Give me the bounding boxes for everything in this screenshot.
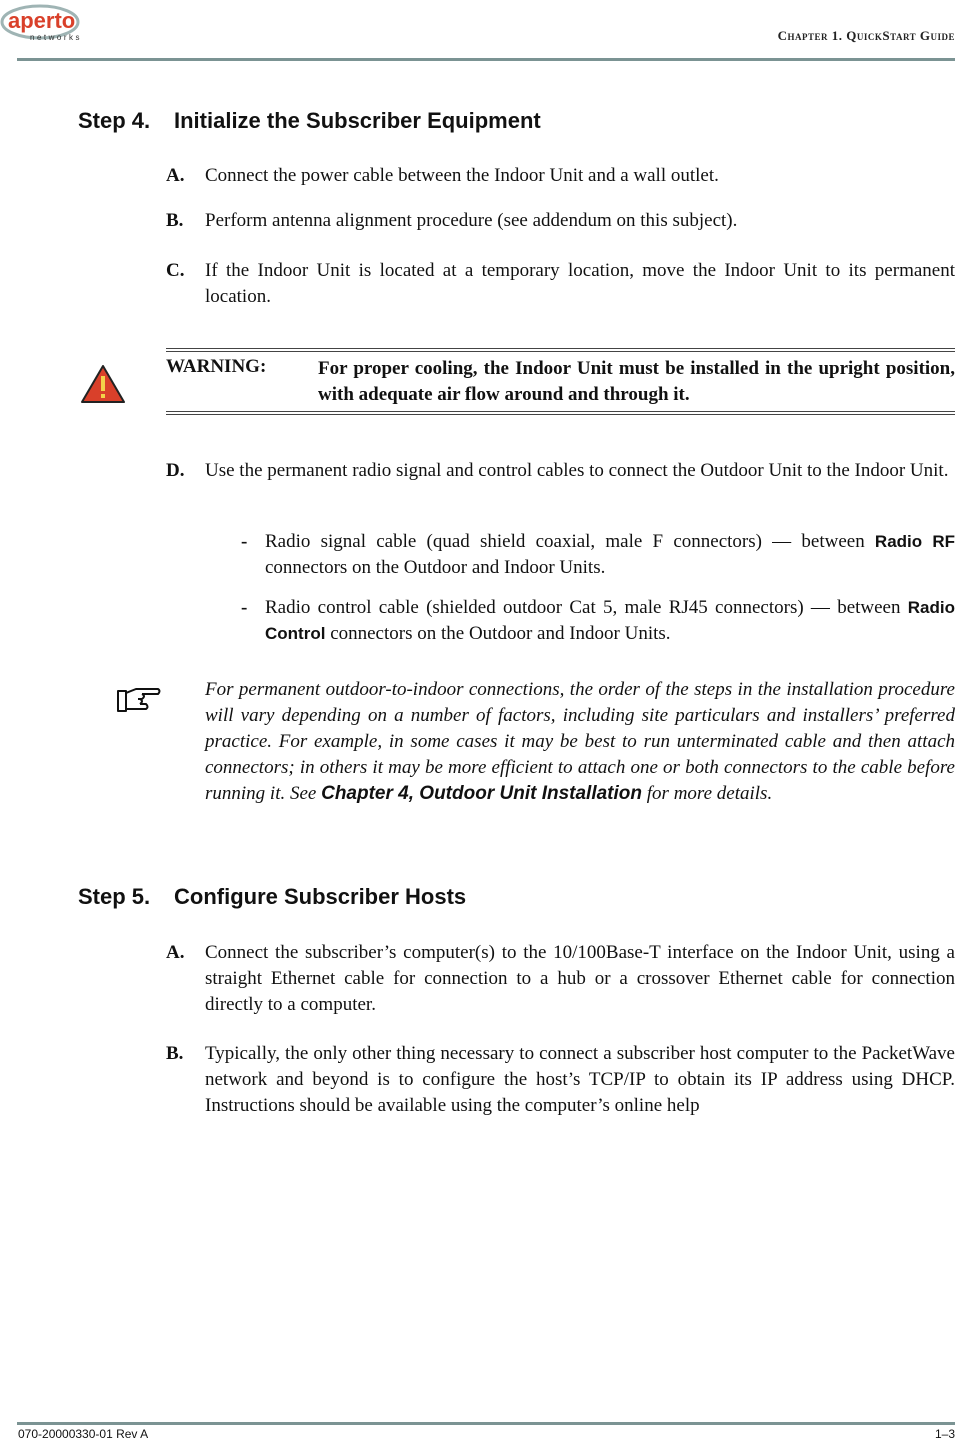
- subitem-dash: -: [241, 531, 248, 552]
- connector-term: Radio Control: [265, 598, 955, 643]
- item-letter: A.: [166, 165, 185, 186]
- subitem-dash: -: [241, 597, 248, 618]
- logo-wordmark: aperto: [8, 8, 76, 33]
- step4-heading: [78, 108, 541, 134]
- item-text: Connect the subscriber’s computer(s) to the 10/100Base-T interface on the Indoor Unit, using a straight Ethernet cable for connection to a hub or a crossover Ethernet cable for connection directly to a computer.: [205, 942, 955, 1015]
- step4-item-a: [166, 163, 955, 189]
- chapter-reference-link[interactable]: Chapter 4, Outdoor Unit Installation: [321, 783, 643, 804]
- item-text: Typically, the only other thing necessary to connect a subscriber host computer to the PacketWave network and beyond is to configure the host’s TCP/IP to obtain its IP address using DHCP. Instructions should be available using the computer’s online help: [205, 1043, 955, 1116]
- warning-label: WARNING:: [166, 356, 267, 377]
- item-text: Perform antenna alignment procedure (see addendum on this subject).: [205, 210, 738, 231]
- chapter-header: Chapter 1. QuickStart Guide: [777, 28, 955, 43]
- step5-number: Step 5.: [78, 884, 151, 909]
- step4-title: Initialize the Subscriber Equipment: [174, 108, 541, 133]
- logo-subtext: networks: [30, 33, 83, 42]
- item-letter: A.: [166, 942, 185, 963]
- subitem-pre: Radio control cable (shielded outdoor Cat 5, male RJ45 connectors) — between: [265, 597, 901, 618]
- connector-term: Radio RF: [874, 532, 955, 551]
- subitem-text: [265, 595, 955, 647]
- warning-text: For proper cooling, the Indoor Unit must be installed in the upright position, with adequate air flow around and through it.: [318, 358, 955, 405]
- subitem-post: connectors on the Outdoor and Indoor Units.: [330, 623, 671, 644]
- header-rule: [17, 58, 955, 61]
- step4-item-b: [166, 208, 955, 234]
- subitem-radio-rf: [241, 529, 955, 581]
- note-text: For permanent outdoor-to-indoor connections, the order of the steps in the installation procedure will vary depending on a number of factors, including site particulars and installers’ preferred practice. For example, in some cases it may be best to run unterminated cable and then attach connectors; in others it may be more efficient to attach one or both connectors to the cable before running it. See: [205, 679, 955, 804]
- step5-heading: [78, 884, 466, 910]
- step5-item-a: [166, 940, 955, 1018]
- warning-icon: [80, 364, 126, 404]
- note-post: for more details.: [646, 783, 773, 804]
- installation-note: [205, 677, 955, 807]
- item-letter: B.: [166, 1043, 184, 1064]
- subitem-text: [265, 529, 955, 581]
- item-letter: D.: [166, 460, 185, 481]
- page-number: 1–3: [934, 1427, 955, 1441]
- step5-item-b: [166, 1041, 955, 1119]
- pointing-hand-icon: [116, 683, 162, 715]
- step4-item-d: [166, 458, 955, 484]
- item-text: Use the permanent radio signal and control cables to connect the Outdoor Unit to the Indoor Unit.: [205, 460, 949, 481]
- item-letter: B.: [166, 210, 184, 231]
- warning-box: [166, 348, 955, 415]
- footer-rule: [17, 1422, 955, 1425]
- step5-title: Configure Subscriber Hosts: [174, 884, 467, 909]
- subitem-pre: Radio signal cable (quad shield coaxial, male F connectors) — between: [265, 531, 865, 552]
- step4-number: Step 4.: [78, 108, 151, 133]
- step4-item-c: [166, 258, 955, 310]
- item-text: Connect the power cable between the Indoor Unit and a wall outlet.: [205, 165, 719, 186]
- aperto-logo: [0, 2, 110, 44]
- document-number: 070-20000330-01 Rev A: [18, 1427, 149, 1441]
- item-text: If the Indoor Unit is located at a temporary location, move the Indoor Unit to its permanent location.: [205, 260, 955, 307]
- item-letter: C.: [166, 260, 185, 281]
- subitem-post: connectors on the Outdoor and Indoor Units.: [265, 557, 606, 578]
- subitem-radio-control: [241, 595, 955, 647]
